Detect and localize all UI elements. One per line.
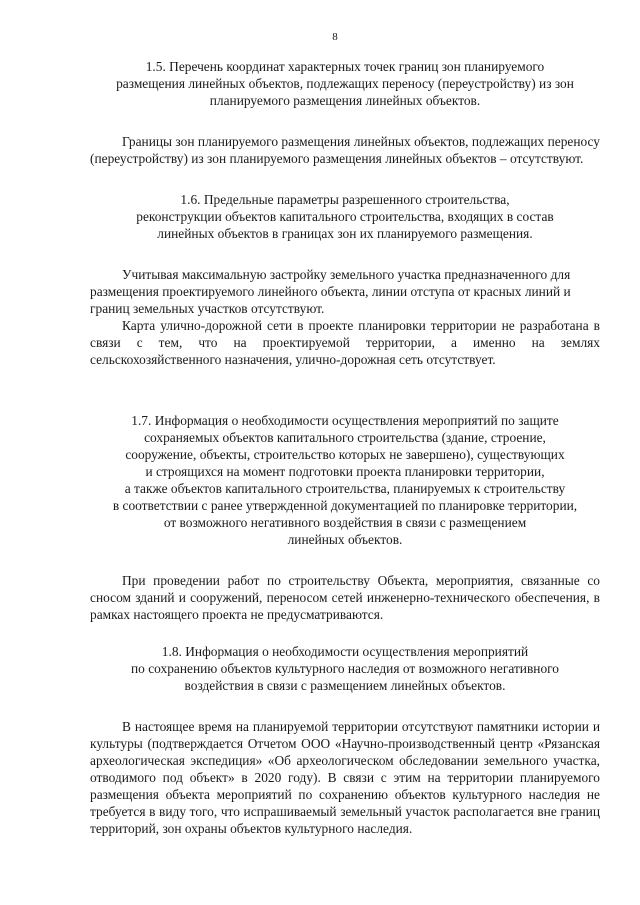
heading-line: 1.6. Предельные параметры разрешенного строительства,: [180, 192, 510, 207]
section-1-5-heading: [90, 58, 600, 109]
heading-line: планируемого размещения линейных объектов.: [209, 93, 481, 108]
heading-line: по сохранению объектов культурного наследия от возможного негативного: [130, 661, 560, 676]
section-1-5-paragraph: Границы зон планируемого размещения линейных объектов, подлежащих переносу (переустройству) из зон планируемого размещения линейных объектов – отсутствуют.: [90, 134, 600, 166]
heading-line: сохраняемых объектов капитального строительства (здание, строение,: [144, 430, 546, 445]
heading-line: 1.5. Перечень координат характерных точек границ зон планируемого: [145, 59, 545, 74]
section-1-6-paragraph-1: Учитывая максимальную застройку земельного участка предназначенного для размещения проектируемого линейного объекта, линии отступа от красных линий и границ земельных участков отсутствуют.: [90, 267, 571, 316]
page-number: 8: [332, 31, 338, 43]
section-1-6-heading: [90, 191, 600, 242]
heading-line: а также объектов капитального строительства, планируемых к строительству: [124, 481, 566, 496]
heading-line: воздействия в связи с размещением линейных объектов.: [184, 678, 506, 693]
section-1-6-paragraph-2: Карта улично-дорожной сети в проекте планировки территории не разработана в связи с тем, что на проектируемой территории, а именно на землях сельскохозяйственного назначения, улично-дорожная сеть отсутствует.: [90, 318, 600, 367]
heading-line: размещения линейных объектов, подлежащих переносу (переустройству) из зон: [116, 76, 574, 91]
heading-line: и строящихся на момент подготовки проекта планировки территории,: [145, 464, 545, 479]
heading-line: 1.8. Информация о необходимости осуществления мероприятий: [161, 644, 529, 659]
section-1-7-heading: [90, 412, 600, 548]
heading-line: сооружение, объекты, строительство которых не завершено), существующих: [125, 447, 565, 462]
heading-line: от возможного негативного воздействия в связи с размещением: [163, 515, 527, 530]
section-1-7-paragraph: При проведении работ по строительству Объекта, мероприятия, связанные со сносом зданий и сооружений, переносом сетей инженерно-технического обеспечения, в рамках настоящего проекта не предусматриваются.: [90, 573, 600, 622]
section-1-8-paragraph: В настоящее время на планируемой территории отсутствуют памятники истории и культуры (подтверждается Отчетом ООО «Научно-производственный центр «Рязанская археологическая экспедиция» «Об археологическом обследовании земельного участка, отводимого под объект» в 2020 году). В связи с этим на территории планируемого размещения объекта мероприятий по сохранению объектов культурного наследия не требуется в виду того, что испрашиваемый земельный участок располагается вне границ территорий, зон охраны объектов культурного наследия.: [90, 719, 600, 836]
heading-line: в соответствии с ранее утвержденной документацией по планировке территории,: [112, 498, 578, 513]
heading-line: линейных объектов в границах зон их планируемого размещения.: [157, 226, 533, 241]
heading-line: реконструкции объектов капитального строительства, входящих в состав: [136, 209, 554, 224]
heading-line: 1.7. Информация о необходимости осуществления мероприятий по защите: [131, 413, 559, 428]
heading-line: линейных объектов.: [287, 532, 403, 547]
section-1-8-heading: [90, 643, 600, 694]
